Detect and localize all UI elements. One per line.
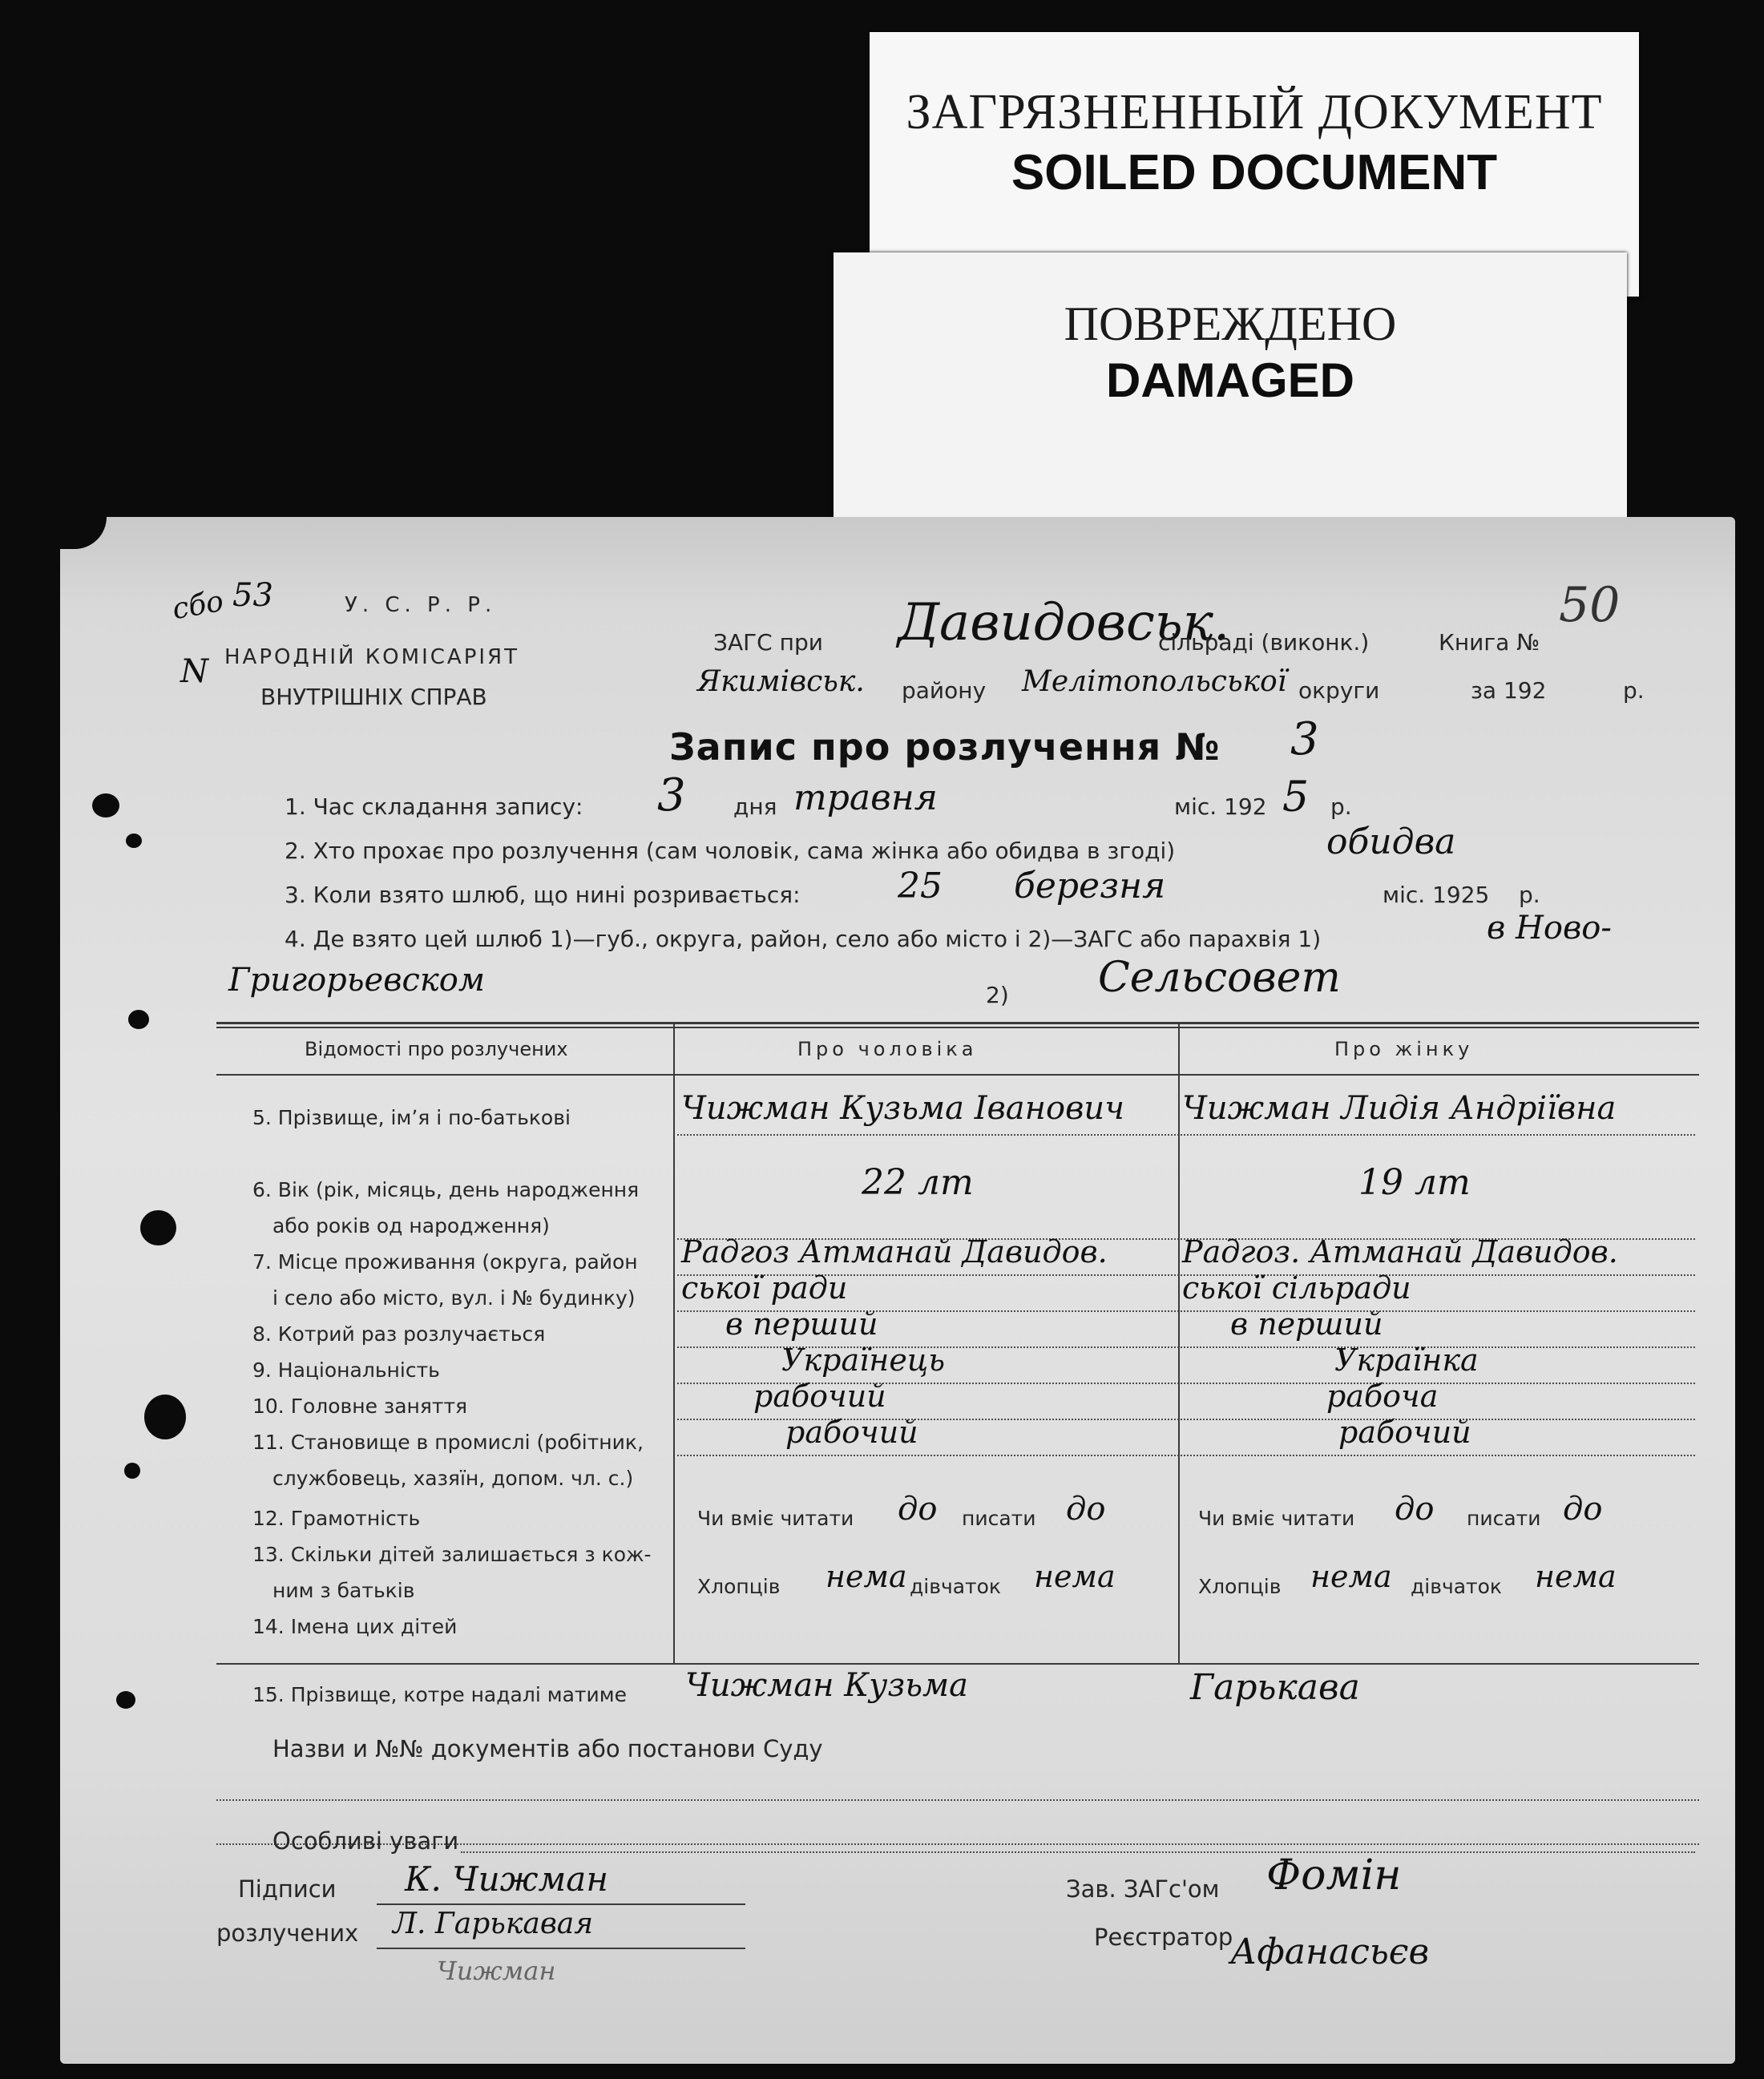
- item3-r: р.: [1519, 882, 1540, 908]
- zags-head-label: Зав. ЗАГс'ом: [1066, 1875, 1220, 1903]
- divorcee-signature-3: Чижман: [437, 1956, 556, 1986]
- record-title: Запис про розлучення №: [669, 725, 1221, 769]
- wife-write-label: писати: [1467, 1507, 1541, 1530]
- husband-boys-label: Хлопців: [697, 1575, 781, 1598]
- place-2-value: Сельсовет: [1098, 954, 1341, 1002]
- punch-hole: [92, 793, 119, 817]
- wife-girls-value: нема: [1535, 1559, 1617, 1594]
- table-col-divider-2: [1178, 1022, 1180, 1663]
- margin-number: 53: [232, 577, 273, 614]
- wife-surname-after-value: Гарькава: [1190, 1667, 1360, 1708]
- husband-surname-after-value: Чижман Кузьма: [685, 1667, 968, 1704]
- torn-edge: [59, 517, 107, 549]
- row10-label: 10. Головне заняття: [252, 1395, 468, 1418]
- husband-girls-value: нема: [1034, 1559, 1116, 1594]
- husband-name-value: Чижман Кузьма Іванович: [681, 1090, 1124, 1127]
- col-header-wife: Про жінку: [1334, 1038, 1474, 1060]
- raionu-label: району: [902, 677, 987, 704]
- wife-name-value: Чижман Лидія Андріївна: [1182, 1090, 1617, 1127]
- year-digit-value: 5: [1282, 773, 1310, 822]
- husband-can-read-label: Чи вміє читати: [697, 1507, 854, 1530]
- zags-pri-label: ЗАГС при: [713, 629, 823, 656]
- wife-write-value: до: [1563, 1491, 1603, 1528]
- commissariat-line1: НАРОДНІЙ КОМІСАРІЯТ: [224, 645, 519, 669]
- documents-label: Назви и №№ документів або постанови Суду: [272, 1735, 823, 1762]
- row7a-label: 7. Місце проживання (округа, район: [252, 1250, 638, 1274]
- soiled-label-en: SOILED DOCUMENT: [1011, 145, 1498, 200]
- col-header-left: Відомості про розлучених: [305, 1038, 568, 1060]
- punch-hole: [140, 1210, 176, 1245]
- notes-rule: [461, 1851, 1695, 1853]
- commissariat-line2: ВНУТРІШНІХ СПРАВ: [260, 684, 487, 710]
- row9-label: 9. Національність: [252, 1358, 440, 1382]
- husband-nationality-value: Українець: [781, 1342, 946, 1378]
- marriage-day-value: 25: [898, 866, 943, 906]
- row13a-label: 13. Скільки дітей залишається з кож-: [252, 1543, 652, 1566]
- divorce-record-form: [60, 517, 1735, 2064]
- record-number-value: 3: [1290, 713, 1319, 765]
- item1-mis: міс. 192: [1174, 793, 1267, 820]
- item3-label: 3. Коли взято шлюб, що нині розривається:: [285, 882, 801, 908]
- item3-mis: міс. 1925: [1383, 882, 1490, 908]
- row11a-label: 11. Становище в промислі (робітник,: [252, 1431, 644, 1454]
- item4-label: 4. Де взято цей шлюб 1)—губ., округа, район, село або місто і 2)—ЗАГС або парахвія 1): [285, 926, 1322, 952]
- item1-r: р.: [1330, 793, 1352, 820]
- row-rule: [677, 1134, 1695, 1136]
- wife-residence-line1: Радгоз. Атманай Давидов.: [1182, 1234, 1618, 1270]
- damaged-document-label: [834, 252, 1627, 533]
- divorcee-signature-2: Л. Гарькавая: [393, 1907, 594, 1940]
- wife-girls-label: дівчаток: [1411, 1575, 1503, 1598]
- okruhy-label: округи: [1298, 677, 1380, 704]
- item1-day-word: дня: [733, 793, 777, 820]
- margin-note: сбо: [169, 584, 226, 627]
- row12-label: 12. Грамотність: [252, 1507, 421, 1530]
- signatures-label: Підписи: [238, 1875, 337, 1903]
- wife-boys-value: нема: [1310, 1559, 1392, 1594]
- who-requests-value: обидва: [1326, 822, 1456, 862]
- row14-label: 14. Імена цих дітей: [252, 1615, 458, 1638]
- notes-label: Особливі уваги: [272, 1827, 459, 1855]
- table-header-rule: [216, 1074, 1699, 1076]
- day-value: 3: [657, 769, 686, 822]
- wife-nationality-value: Українка: [1334, 1342, 1479, 1378]
- za-year-label: за 192: [1471, 677, 1547, 704]
- place-1a-value: в Ново-: [1487, 910, 1612, 947]
- row11b-label: службовець, хазяїн, допом. чл. с.): [272, 1467, 634, 1490]
- divorcee-signature-1: К. Чижман: [405, 1859, 608, 1899]
- divorcees-label: розлучених: [216, 1920, 359, 1947]
- row-rule-bottom: [216, 1663, 1699, 1665]
- registrar-signature: Афанасьєв: [1230, 1932, 1430, 1972]
- row5-label: 5. Прізвище, імʼя і по-батькові: [252, 1106, 571, 1129]
- husband-residence-line1: Радгоз Атманай Давидов.: [681, 1234, 1108, 1270]
- wife-boys-label: Хлопців: [1198, 1575, 1282, 1598]
- okruha-value: Мелітопольської: [1022, 665, 1287, 698]
- punch-hole: [116, 1691, 135, 1709]
- month-value: травня: [793, 777, 938, 818]
- raion-value: Якимівськ.: [697, 665, 865, 698]
- wife-read-value: до: [1395, 1491, 1435, 1528]
- punch-hole: [124, 1463, 140, 1479]
- row15-label: 15. Прізвище, котре надалі матиме: [252, 1683, 627, 1706]
- row6b-label: або років од народження): [272, 1214, 550, 1237]
- registrar-label: Реєстратор: [1094, 1924, 1233, 1951]
- signature-rule-2: [377, 1948, 745, 1949]
- husband-write-value: до: [1066, 1491, 1106, 1528]
- documents-rule: [216, 1799, 1699, 1801]
- row6a-label: 6. Вік (рік, місяць, день народження: [252, 1178, 640, 1201]
- corner-number: 50: [1559, 577, 1621, 633]
- husband-occupation-value: рабочий: [753, 1379, 886, 1414]
- soiled-label-ru: ЗАГРЯЗНЕННЫЙ ДОКУМЕНТ: [906, 85, 1603, 139]
- row8-label: 8. Котрий раз розлучається: [252, 1322, 546, 1346]
- husband-boys-value: нема: [825, 1559, 907, 1594]
- husband-times-value: в перший: [725, 1306, 878, 1342]
- col-header-husband: Про чоловіка: [797, 1038, 978, 1060]
- husband-write-label: писати: [962, 1507, 1036, 1530]
- husband-status-value: рабочий: [785, 1415, 918, 1450]
- marriage-month-value: березня: [1014, 866, 1166, 906]
- table-top-rule-2: [216, 1027, 1699, 1028]
- wife-occupation-value: рабоча: [1326, 1379, 1439, 1414]
- silradi-label: сільраді (виконк.): [1158, 629, 1370, 656]
- margin-letter: N: [180, 653, 208, 690]
- husband-girls-label: дівчаток: [910, 1575, 1002, 1598]
- punch-hole: [126, 834, 142, 848]
- table-col-divider-1: [673, 1022, 675, 1663]
- husband-read-value: до: [898, 1491, 938, 1528]
- wife-residence-line2: ської сільради: [1182, 1270, 1411, 1306]
- husband-residence-line2: ської ради: [681, 1270, 848, 1306]
- row13b-label: ним з батьків: [272, 1579, 415, 1602]
- wife-age-value: 19 лт: [1358, 1162, 1471, 1203]
- zags-head-signature: Фомін: [1266, 1851, 1402, 1899]
- punch-hole: [128, 1010, 149, 1029]
- row7b-label: і село або місто, вул. і № будинку): [272, 1286, 636, 1310]
- punch-hole: [144, 1395, 186, 1439]
- place-1b-value: Григорьевском: [228, 962, 486, 999]
- wife-times-value: в перший: [1230, 1306, 1383, 1342]
- wife-can-read-label: Чи вміє читати: [1198, 1507, 1355, 1530]
- damaged-label-ru: ПОВРЕЖДЕНО: [1064, 297, 1397, 350]
- knyha-label: Книга №: [1439, 629, 1540, 656]
- table-top-rule: [216, 1022, 1699, 1024]
- village-council-value: Давидовськ.: [898, 593, 1230, 652]
- item1-label: 1. Час складання запису:: [285, 793, 583, 820]
- republic-title: У. С. Р. Р.: [345, 593, 497, 617]
- row-rule: [677, 1455, 1695, 1456]
- signature-rule-1: [377, 1903, 745, 1905]
- damaged-label-en: DAMAGED: [1106, 353, 1354, 407]
- item4-2-label: 2): [986, 982, 1009, 1008]
- item2-label: 2. Хто прохає про розлучення (сам чоловік, сама жінка або обидва в згоді): [285, 838, 1176, 864]
- husband-age-value: 22 лт: [862, 1162, 974, 1203]
- year-r-label: р.: [1623, 677, 1645, 704]
- wife-status-value: рабочий: [1338, 1415, 1471, 1450]
